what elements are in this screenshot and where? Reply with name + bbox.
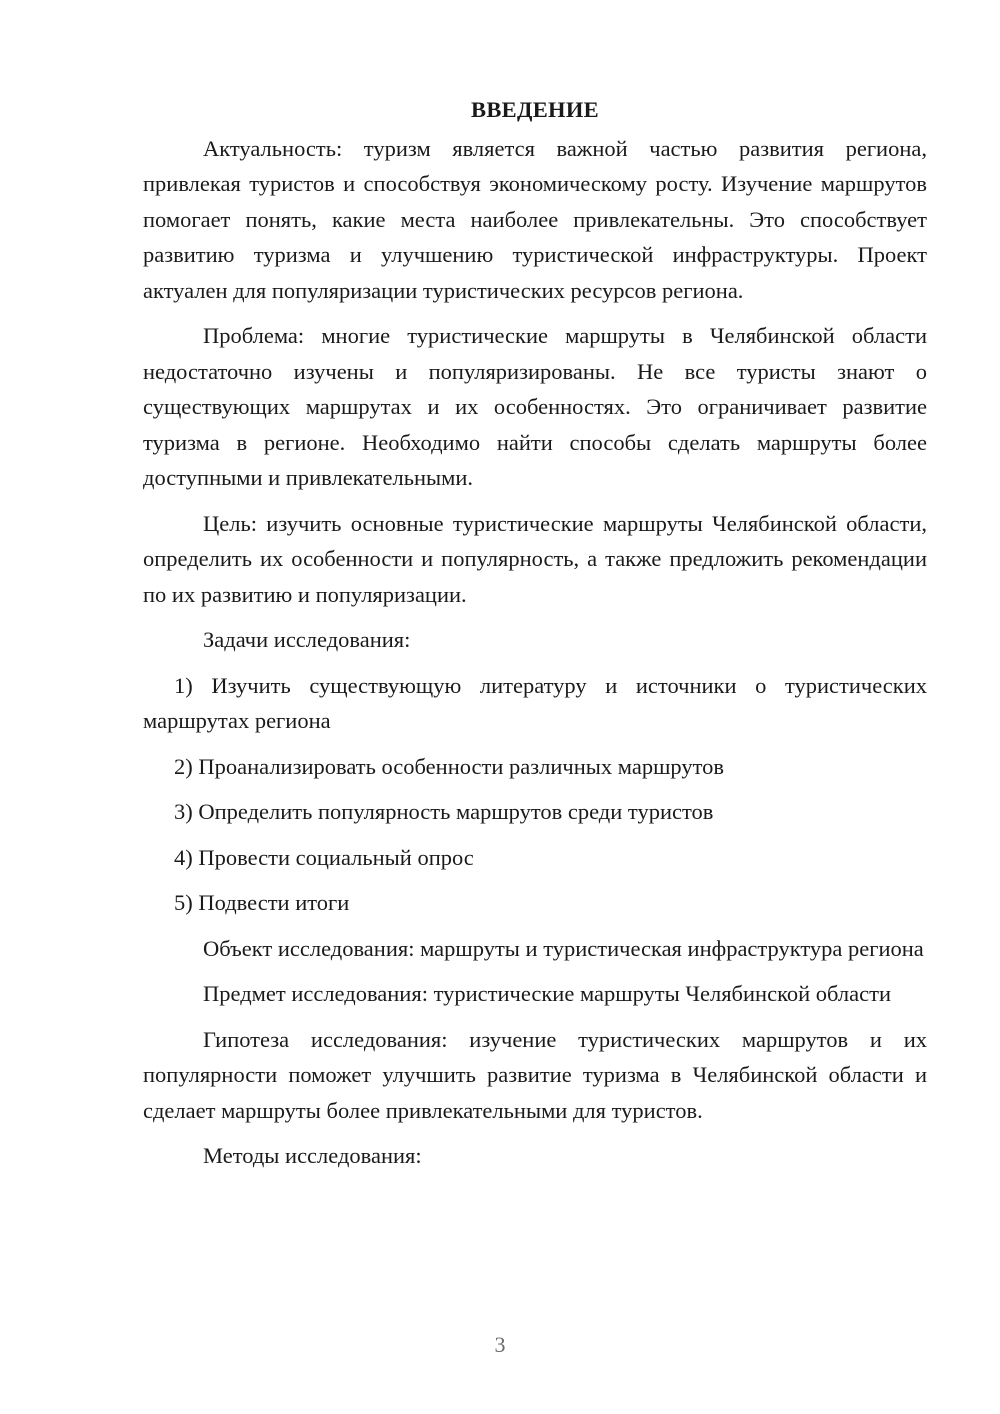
methods-heading: Методы исследования:: [203, 1143, 422, 1168]
task-item-4: 4) Провести социальный опрос: [174, 844, 474, 870]
task-item-3: 3) Определить популярность маршрутов среди туристов: [174, 799, 714, 824]
document-page: [143, 92, 927, 1184]
problem-paragraph: Проблема: многие туристические маршруты в Челябинской области недостаточно изучены и популяризированы. Не все туристы знают о существующих маршрутах и их особенностях. Это ограничивает развитие туризма в регионе. Необходимо найти способы сделать маршруты более доступными и привлекательными.: [143, 323, 927, 490]
task-item-1: 1) Изучить существующую литературу и источники о туристических маршрутах региона: [143, 672, 927, 733]
section-title: ВВЕДЕНИЕ: [471, 97, 599, 122]
page-number: 3: [494, 1332, 506, 1357]
hypothesis-paragraph: Гипотеза исследования: изучение туристических маршрутов и их популярности поможет улучшить развитие туризма в Челябинской области и сделает маршруты более привлекательными для туристов.: [143, 1026, 927, 1123]
object-paragraph: Объект исследования: маршруты и туристическая инфраструктура региона: [203, 935, 924, 961]
task-item-5: 5) Подвести итоги: [174, 890, 350, 915]
task-item-2: 2) Проанализировать особенности различных маршрутов: [174, 753, 725, 779]
relevance-paragraph: Актуальность: туризм является важной частью развития региона, привлекая туристов и способствуя экономическому росту. Изучение маршрутов помогает понять, какие места наиболее привлекательны. Это способствует развитию туризма и улучшению туристической инфраструктуры. Проект актуален для популяризации туристических ресурсов региона.: [143, 135, 927, 303]
goal-paragraph: Цель: изучить основные туристические маршруты Челябинской области, определить их особенности и популярность, а также предложить рекомендации по их развитию и популяризации.: [143, 510, 927, 607]
tasks-heading: Задачи исследования:: [203, 627, 411, 652]
subject-paragraph: Предмет исследования: туристические маршруты Челябинской области: [203, 981, 891, 1006]
